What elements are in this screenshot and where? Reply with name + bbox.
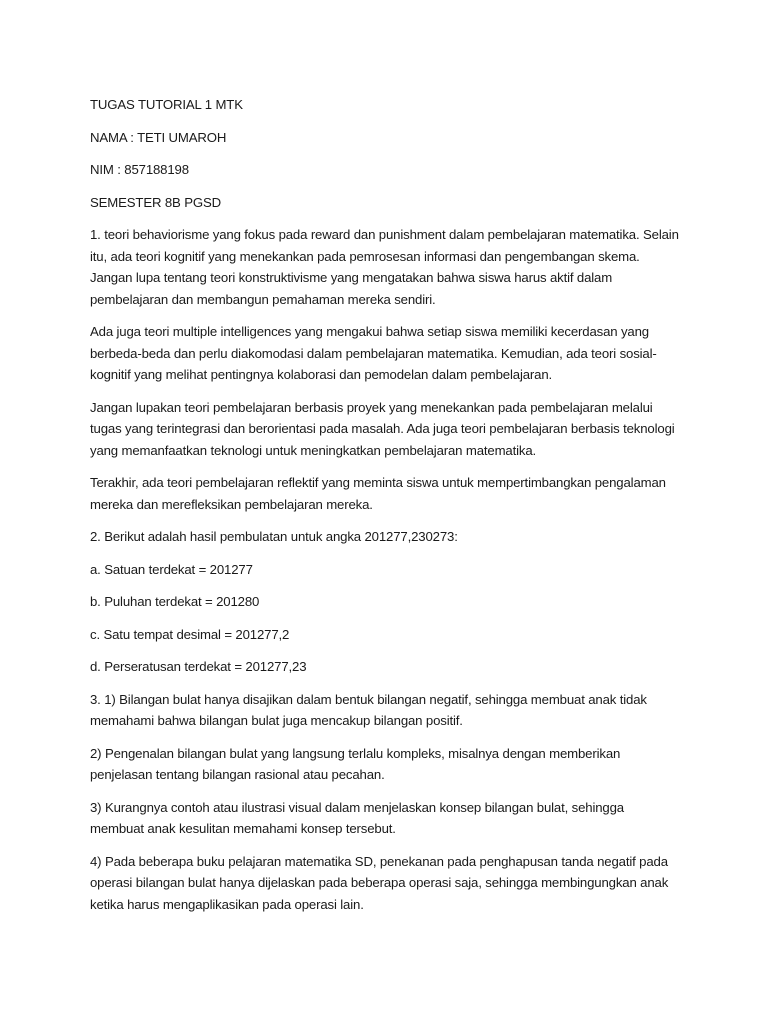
document-body [90,94,680,926]
paragraph-answer-3-point-2: 2) Pengenalan bilangan bulat yang langsung terlalu kompleks, misalnya dengan memberikan penjelasan tentang bilangan rasional atau pecahan. [90,745,621,782]
paragraph-answer-3-point-1: 3. 1) Bilangan bulat hanya disajikan dalam bentuk bilangan negatif, sehingga membuat anak tidak memahami bahwa bilangan bulat juga mencakup bilangan positif. [90,691,647,728]
semester-line: SEMESTER 8B PGSD [90,194,221,210]
rounding-item-c: c. Satu tempat desimal = 201277,2 [90,626,290,642]
paragraph-answer-2-intro: 2. Berikut adalah hasil pembulatan untuk angka 201277,230273: [90,529,458,544]
paragraph-answer-1-intro: 1. teori behaviorisme yang fokus pada reward dan punishment dalam pembelajaran matematika. Selain itu, ada teori kognitif yang menekankan pada pemrosesan informasi dan pengembangan skema. Jangan lupa tentang teori konstruktivisme yang mengatakan bahwa siswa harus aktif dalam pembelajaran dan membangun pemahaman mereka sendiri. [90,227,679,307]
student-name: NAMA : TETI UMAROH [90,129,227,145]
document-title: TUGAS TUTORIAL 1 MTK [90,97,243,112]
paragraph-answer-3-point-4: 4) Pada beberapa buku pelajaran matematika SD, penekanan pada penghapusan tanda negatif pada operasi bilangan bulat hanya dijelaskan pada beberapa operasi saja, sehingga membingungkan anak ketika harus mengaplikasikan pada operasi lain. [90,853,669,912]
paragraph-answer-3-point-3: 3) Kurangnya contoh atau ilustrasi visual dalam menjelaskan konsep bilangan bulat, sehingga membuat anak kesulitan memahami konsep tersebut. [90,799,624,836]
student-nim: NIM : 857188198 [90,162,189,177]
paragraph-answer-1-multiple-intelligences: Ada juga teori multiple intelligences yang mengakui bahwa setiap siswa memiliki kecerdasan yang berbeda-beda dan perlu diakomodasi dalam pembelajaran matematika. Kemudian, ada teori sosial-kognitif yang melihat pentingnya kolaborasi dan pemodelan dalam pembelajaran. [90,324,657,382]
rounding-item-a: a. Satuan terdekat = 201277 [90,561,253,577]
paragraph-answer-1-project-based: Jangan lupakan teori pembelajaran berbasis proyek yang menekankan pada pembelajaran melalui tugas yang terintegrasi dan berorientasi pada masalah. Ada juga teori pembelajaran berbasis teknologi yang memanfaatkan teknologi untuk meningkatkan pembelajaran matematika. [90,399,675,458]
rounding-item-d: d. Perseratusan terdekat = 201277,23 [90,659,307,674]
rounding-item-b: b. Puluhan terdekat = 201280 [90,594,260,609]
paragraph-answer-1-reflective: Terakhir, ada teori pembelajaran reflektif yang meminta siswa untuk mempertimbangkan pengalaman mereka dan merefleksikan pembelajaran mereka. [90,475,666,512]
